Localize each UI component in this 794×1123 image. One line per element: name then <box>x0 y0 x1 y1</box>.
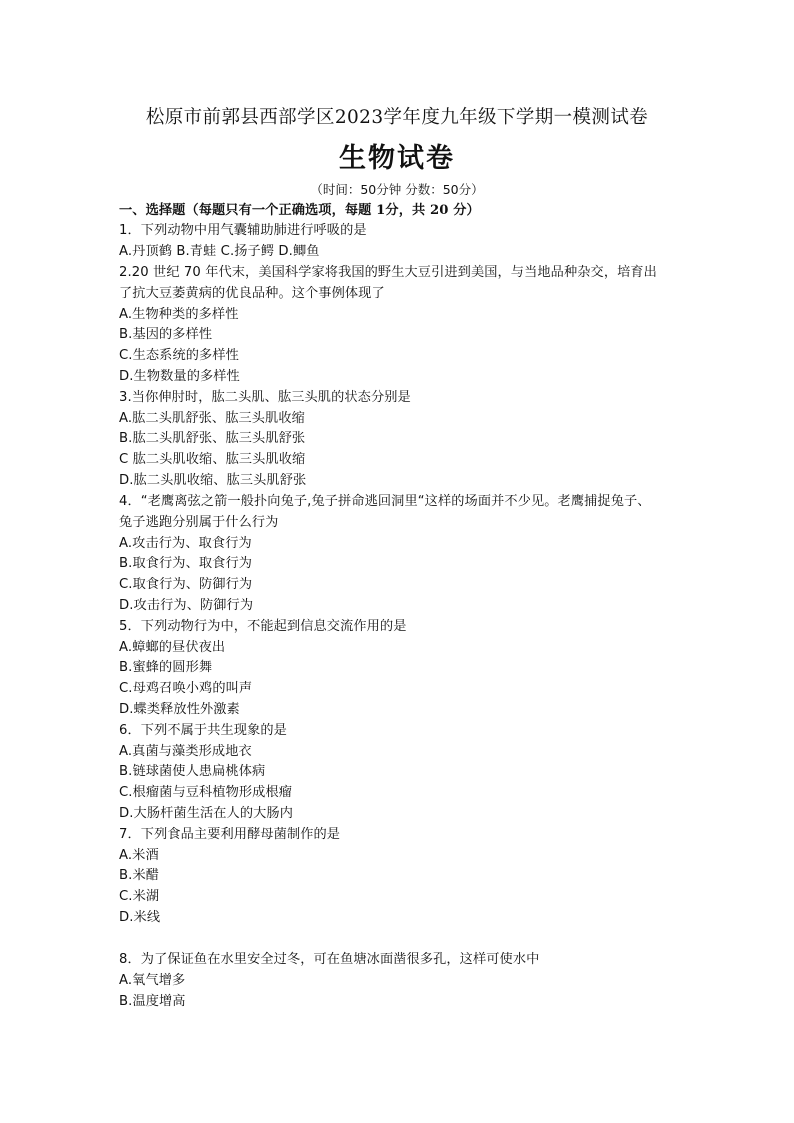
question-1-options: A.丹顶鹤 B.青蛙 C.扬子鳄 D.鲫鱼 <box>119 244 320 259</box>
question-5-stem: 5．下列动物行为中，不能起到信息交流作用的是 <box>119 619 407 634</box>
question-3-option-a: A.肱二头肌舒张、肱三头肌收缩 <box>119 411 305 426</box>
subject-title: 生物试卷 <box>339 143 455 174</box>
question-4-stem-line-1: 4．“老鹰离弦之箭一般扑向兔子,兔子拼命逃回洞里“这样的场面并不少见。老鹰捕捉兔子、 <box>119 494 651 509</box>
question-5-option-d: D.蝶类释放性外激素 <box>119 702 240 717</box>
exam-title: 松原市前郭县西部学区2023学年度九年级下学期一模测试卷 <box>145 107 649 128</box>
question-2-option-b: B.基因的多样性 <box>119 327 213 342</box>
question-6-option-d: D.大肠杆菌生活在人的大肠内 <box>119 806 293 821</box>
section-heading: 一、选择题（每题只有一个正确选项，每题 1分，共 20 分） <box>119 203 480 218</box>
question-8-option-a: A.氧气增多 <box>119 973 186 988</box>
question-4-option-b: B.取食行为、取食行为 <box>119 556 253 571</box>
question-7-stem: 7．下列食品主要利用酵母菌制作的是 <box>119 827 341 842</box>
question-4-option-d: D.攻击行为、防御行为 <box>119 598 254 613</box>
question-2-option-d: D.生物数量的多样性 <box>119 369 240 384</box>
question-4-stem-line-2: 兔子逃跑分别属于什么行为 <box>119 515 279 530</box>
question-7-option-a: A.米酒 <box>119 848 159 863</box>
question-5-option-c: C.母鸡召唤小鸡的叫声 <box>119 681 253 696</box>
question-3-option-c: C 肱二头肌收缩、肱三头肌收缩 <box>119 452 306 467</box>
question-7-option-b: B.米醋 <box>119 868 160 883</box>
question-3-option-d: D.肱二头肌收缩、肱三头肌舒张 <box>119 473 307 488</box>
question-6-stem: 6．下列不属于共生现象的是 <box>119 723 287 738</box>
question-2-stem-line-1: 2.20 世纪 70 年代末，美国科学家将我国的野生大豆引进到美国，与当地品种杂交，培育出 <box>119 265 657 280</box>
question-2-option-c: C.生态系统的多样性 <box>119 348 239 363</box>
time-score-info: （时间：50分钟 分数：50分） <box>310 182 484 197</box>
question-7-option-d: D.米线 <box>119 910 161 925</box>
question-1-stem: 1．下列动物中用气囊辅助肺进行呼吸的是 <box>119 223 367 238</box>
question-6-option-a: A.真菌与藻类形成地衣 <box>119 744 252 759</box>
question-3-option-b: B.肱二头肌舒张、肱三头肌舒张 <box>119 431 306 446</box>
question-7-option-c: C.米湖 <box>119 889 160 904</box>
question-4-option-c: C.取食行为、防御行为 <box>119 577 253 592</box>
question-5-option-a: A.蟑螂的昼伏夜出 <box>119 640 226 655</box>
question-5-option-b: B.蜜蜂的圆形舞 <box>119 660 213 675</box>
question-2-option-a: A.生物种类的多样性 <box>119 307 239 322</box>
question-6-option-b: B.链球菌使人患扁桃体病 <box>119 764 266 779</box>
question-8-stem: 8．为了保证鱼在水里安全过冬，可在鱼塘冰面凿很多孔，这样可使水中 <box>119 952 540 967</box>
question-6-option-c: C.根瘤菌与豆科植物形成根瘤 <box>119 785 293 800</box>
question-3-stem: 3.当你伸肘时，肱二头肌、肱三头肌的状态分别是 <box>119 390 411 405</box>
question-2-stem-line-2: 了抗大豆萎黄病的优良品种。这个事例体现了 <box>119 286 385 301</box>
question-4-option-a: A.攻击行为、取食行为 <box>119 536 252 551</box>
question-8-option-b: B.温度增高 <box>119 994 186 1009</box>
